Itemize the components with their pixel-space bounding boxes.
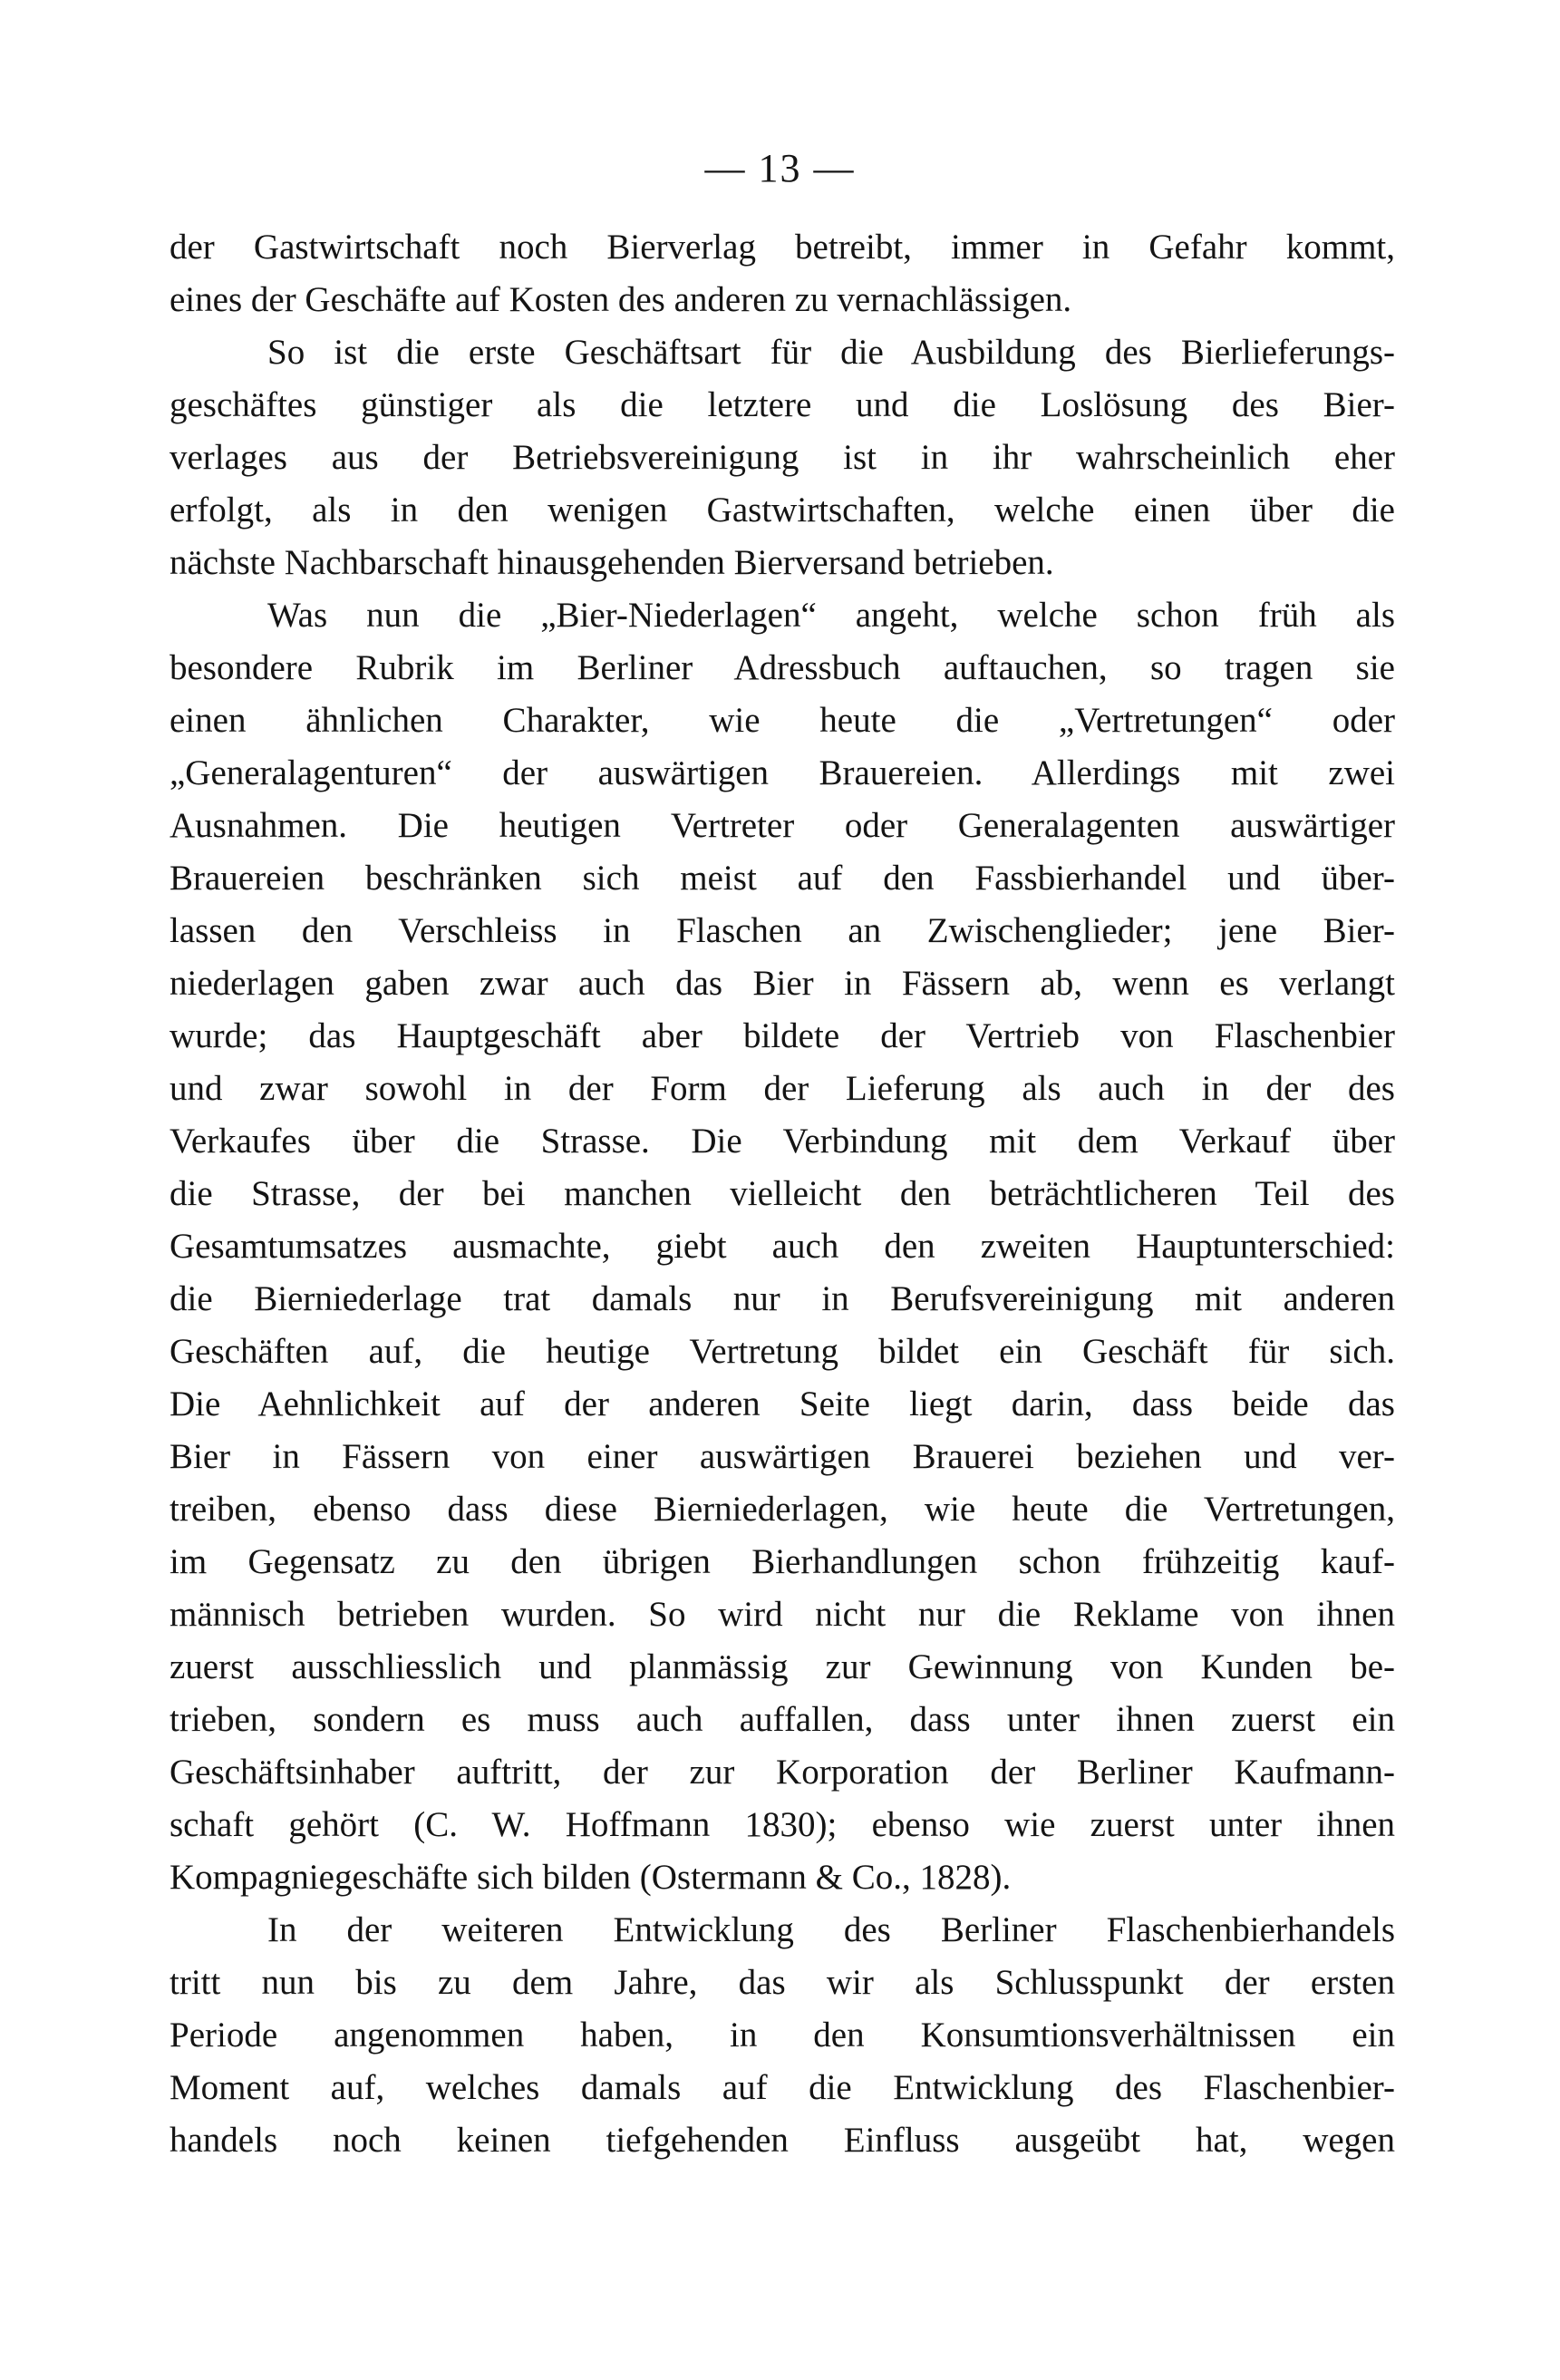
- text-line: erfolgt, als in den wenigen Gastwirtschaften, welche einen über die: [170, 491, 1395, 529]
- text-line: Verkaufes über die Strasse. Die Verbindung mit dem Verkauf über: [170, 1122, 1395, 1161]
- paragraph: [170, 326, 1395, 589]
- body-text: [170, 221, 1395, 2167]
- text-line: So ist die erste Geschäftsart für die Ausbildung des Bierlieferungs-: [267, 333, 1395, 372]
- text-line: nächste Nachbarschaft hinausgehenden Bierversand betrieben.: [170, 543, 1054, 582]
- text-line: zuerst ausschliesslich und planmässig zur Gewinnung von Kunden be-: [170, 1647, 1395, 1686]
- text-line: wurde; das Hauptgeschäft aber bildete der Vertrieb von Flaschenbier: [170, 1016, 1395, 1055]
- text-line: Kompagniegeschäfte sich bilden (Ostermann & Co., 1828).: [170, 1858, 1012, 1897]
- text-line: Periode angenommen haben, in den Konsumtionsverhältnissen ein: [170, 2016, 1395, 2055]
- text-line: die Bierniederlage trat damals nur in Berufsvereinigung mit anderen: [170, 1279, 1395, 1318]
- text-line: männisch betrieben wurden. So wird nicht nur die Reklame von ihnen: [170, 1595, 1395, 1634]
- text-line: Was nun die „Bier-Niederlagen“ angeht, welche schon früh als: [267, 596, 1395, 635]
- text-line: Geschäften auf, die heutige Vertretung bildet ein Geschäft für sich.: [170, 1332, 1395, 1371]
- text-line: eines der Geschäfte auf Kosten des anderen zu vernachlässigen.: [170, 280, 1072, 319]
- text-line: Geschäftsinhaber auftritt, der zur Korporation der Berliner Kaufmann-: [170, 1753, 1395, 1792]
- page-number: — 13 —: [704, 146, 856, 190]
- text-line: und zwar sowohl in der Form der Lieferung als auch in der des: [170, 1069, 1395, 1108]
- text-line: treiben, ebenso dass diese Bierniederlagen, wie heute die Vertretungen,: [170, 1490, 1395, 1529]
- text-line: lassen den Verschleiss in Flaschen an Zwischenglieder; jene Bier-: [170, 911, 1395, 950]
- text-line: Gesamtumsatzes ausmachte, giebt auch den zweiten Hauptunterschied:: [170, 1227, 1395, 1266]
- text-line: tritt nun bis zu dem Jahre, das wir als Schlusspunkt der ersten: [170, 1963, 1395, 2002]
- text-line: schaft gehört (C. W. Hoffmann 1830); ebenso wie zuerst unter ihnen: [170, 1805, 1395, 1844]
- text-line: handels noch keinen tiefgehenden Einfluss ausgeübt hat, wegen: [170, 2121, 1395, 2160]
- text-line: Bier in Fässern von einer auswärtigen Brauerei beziehen und ver-: [170, 1437, 1395, 1476]
- text-line: trieben, sondern es muss auch auffallen, dass unter ihnen zuerst ein: [170, 1700, 1395, 1739]
- text-line: Brauereien beschränken sich meist auf den Fassbierhandel und über-: [170, 859, 1395, 898]
- text-line: der Gastwirtschaft noch Bierverlag betreibt, immer in Gefahr kommt,: [170, 228, 1395, 267]
- text-line: „Generalagenturen“ der auswärtigen Brauereien. Allerdings mit zwei: [170, 753, 1395, 792]
- text-line: verlages aus der Betriebsvereinigung ist in ihr wahrscheinlich eher: [170, 438, 1395, 477]
- text-line: Moment auf, welches damals auf die Entwicklung des Flaschenbier-: [170, 2068, 1395, 2107]
- text-line: die Strasse, der bei manchen vielleicht den beträchtlicheren Teil des: [170, 1174, 1395, 1213]
- text-line: Die Aehnlichkeit auf der anderen Seite liegt darin, dass beide das: [170, 1384, 1395, 1423]
- text-line: Ausnahmen. Die heutigen Vertreter oder Generalagenten auswärtiger: [170, 806, 1395, 845]
- text-line: im Gegensatz zu den übrigen Bierhandlungen schon frühzeitig kauf-: [170, 1542, 1395, 1581]
- text-line: In der weiteren Entwicklung des Berliner Flaschenbierhandels: [267, 1910, 1395, 1949]
- text-line: besondere Rubrik im Berliner Adressbuch auftauchen, so tragen sie: [170, 648, 1395, 687]
- paragraph: [170, 221, 1395, 326]
- paragraph: [170, 589, 1395, 1904]
- paragraph: [170, 1904, 1395, 2167]
- text-line: geschäftes günstiger als die letztere und die Loslösung des Bier-: [170, 385, 1395, 424]
- text-line: niederlagen gaben zwar auch das Bier in Fässern ab, wenn es verlangt: [170, 964, 1395, 1003]
- text-line: einen ähnlichen Charakter, wie heute die „Vertretungen“ oder: [170, 701, 1395, 740]
